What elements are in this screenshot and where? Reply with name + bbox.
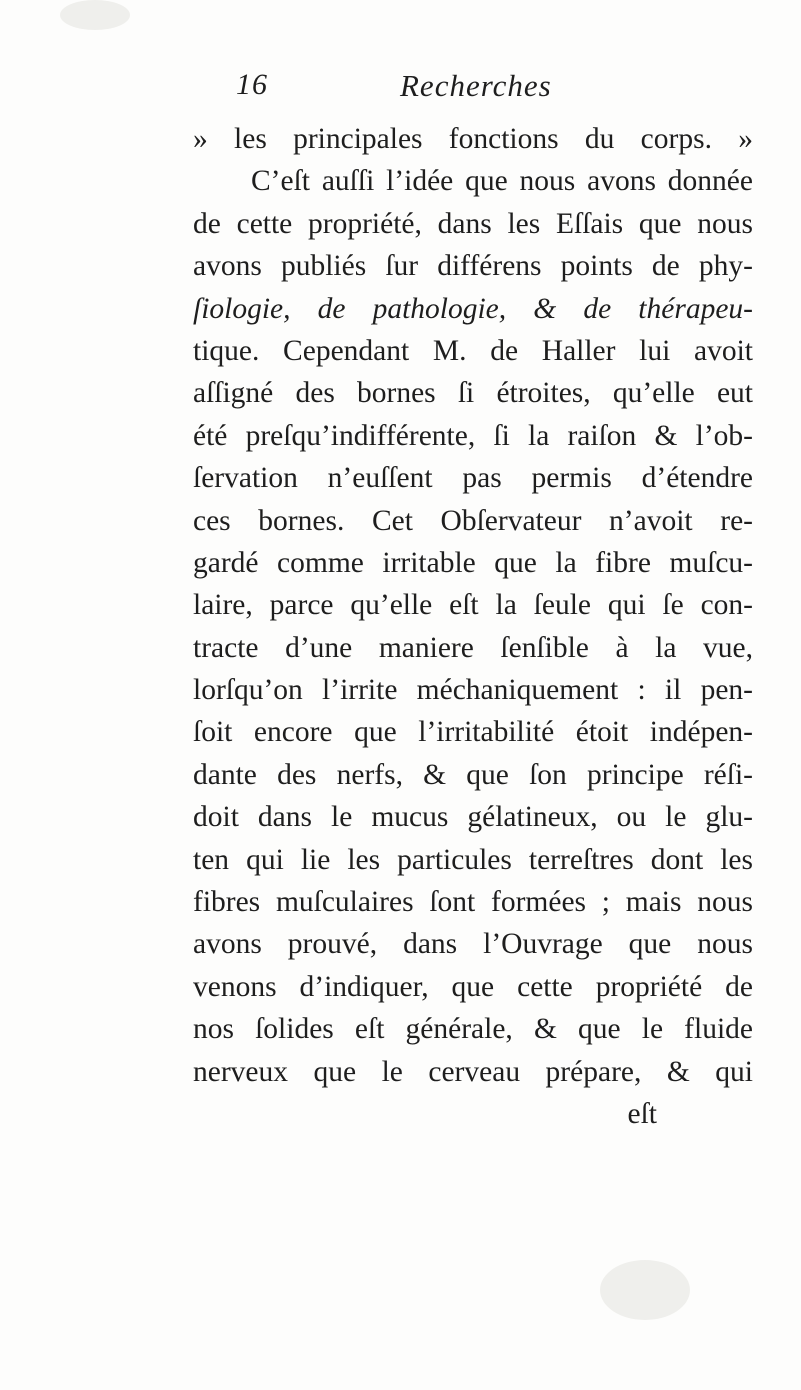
text-line: nos ſolides eſt générale, & que le fluide	[193, 1013, 753, 1046]
text-line: » les principales fonctions du corps. »	[193, 123, 753, 155]
text-line: ces bornes. Cet Obſervateur n’avoit re-	[193, 504, 753, 537]
text-line: ſoit encore que l’irritabilité étoit indépen-	[193, 716, 753, 749]
text-line: ten qui lie les particules terreſtres dont les	[193, 843, 753, 876]
body-text	[193, 118, 753, 1135]
page-number: 16	[236, 68, 268, 101]
text-line: tracte d’une maniere ſenſible à la vue,	[193, 631, 753, 664]
text-line: dante des nerfs, & que ſon principe réſi-	[193, 758, 753, 791]
text-line: laire, parce qu’elle eſt la ſeule qui ſe con-	[193, 589, 753, 622]
text-line: été preſqu’indifférente, ſi la raiſon & l’ob-	[193, 419, 753, 452]
paper-stain	[60, 0, 130, 30]
text-line: gardé comme irritable que la fibre muſcu-	[193, 546, 753, 579]
page-header	[236, 68, 636, 112]
text-line: ſervation n’euſſent pas permis d’étendre	[193, 462, 753, 495]
text-line: C’eſt auſſi l’idée que nous avons donnée	[251, 165, 753, 198]
text-line: fibres muſculaires ſont formées ; mais nous	[193, 886, 753, 919]
text-line: lorſqu’on l’irrite méchaniquement : il pen-	[193, 674, 753, 707]
catchword: eſt	[627, 1097, 657, 1130]
text-line: ſiologie, de pathologie, & de thérapeu-	[193, 292, 753, 325]
running-head: Recherches	[400, 68, 552, 103]
text-line: aſſigné des bornes ſi étroites, qu’elle eut	[193, 377, 753, 410]
text-line: avons prouvé, dans l’Ouvrage que nous	[193, 928, 753, 961]
text-line: venons d’indiquer, que cette propriété de	[193, 970, 753, 1003]
text-line: nerveux que le cerveau prépare, & qui	[193, 1055, 753, 1088]
text-line: de cette propriété, dans les Eſſais que nous	[193, 207, 753, 240]
text-line: tique. Cependant M. de Haller lui avoit	[193, 334, 753, 367]
paper-stain	[600, 1260, 690, 1320]
text-line: doit dans le mucus gélatineux, ou le glu-	[193, 801, 753, 834]
text-line: avons publiés ſur différens points de phy-	[193, 250, 753, 283]
